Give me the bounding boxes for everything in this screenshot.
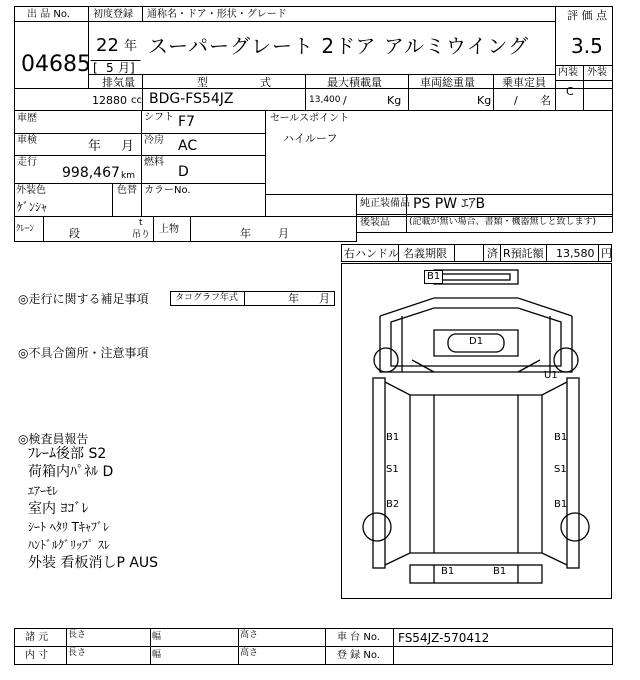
model-label: 型 — [197, 76, 208, 89]
tacho-label: タコグラフ年式 — [175, 293, 239, 303]
height-label: 高さ — [240, 630, 259, 640]
retrofit-note: (記載が無い場合、書類・機器無しと致します) — [409, 217, 597, 227]
slash-1: / — [343, 94, 347, 107]
mileage: 998,467 — [62, 165, 120, 181]
driving-notes-title: ◎走行に関する補足事項 — [18, 292, 149, 306]
name-label: 通称名・ドア・形状・グレード — [147, 9, 287, 20]
upper-label: 上物 — [159, 224, 179, 235]
title-change-label: 名義期限 — [403, 247, 447, 260]
km-unit: km — [121, 171, 135, 181]
defects-title: ◎不具合箇所・注意事項 — [18, 346, 149, 360]
sales-point: ハイルーフ — [283, 132, 338, 145]
yen-unit: 円 — [601, 247, 612, 260]
tacho-month-unit: 月 — [319, 292, 330, 305]
model-code: BDG-FS54JZ — [149, 91, 234, 107]
color-no-label: カラーNo. — [144, 185, 191, 196]
model-label-2: 式 — [260, 76, 271, 89]
displacement-label: 排気量 — [102, 76, 135, 89]
damage-mark: U1 — [544, 370, 558, 381]
capacity-label: 乗車定員 — [502, 76, 546, 89]
recycle-label: R預託額 — [503, 247, 544, 260]
recycle-amount: 13,580 — [556, 247, 595, 260]
displacement: 12880 — [92, 94, 127, 107]
report-line: ｴｱｰﾓﾚ — [28, 484, 59, 498]
inspection-year-unit: 年 — [88, 139, 102, 154]
kg-unit-2: Kg — [477, 94, 492, 107]
kg-unit-1: Kg — [387, 94, 402, 107]
max-load: 13,400 — [309, 95, 341, 105]
exterior-label: 外装 — [587, 67, 607, 78]
ac-value: AC — [178, 138, 198, 154]
reg-year-unit: 年 — [124, 39, 138, 54]
car-name: スーパーグレート 2ドア アルミウイング — [148, 34, 530, 58]
damage-mark: B1 — [554, 499, 568, 510]
damage-mark: B1 — [554, 432, 568, 443]
chassis-number: FS54JZ-570412 — [398, 631, 490, 645]
damage-mark: D1 — [469, 336, 484, 347]
overall-score: 3.5 — [571, 34, 603, 58]
retrofit-label: 後装品 — [360, 217, 390, 228]
shift-label: シフト — [144, 112, 174, 123]
reg-month-unit: 月] — [118, 61, 135, 75]
damage-mark: B2 — [386, 499, 400, 510]
inspector-report-title: ◎検査員報告 — [18, 432, 89, 446]
equipment: PS PW ｴｱB — [413, 196, 486, 212]
fuel-label: 燃料 — [144, 157, 164, 168]
reg-year: 22 — [96, 35, 119, 56]
width-label: 幅 — [152, 632, 162, 642]
damage-mark: B1 — [441, 566, 455, 577]
chassis-label: 車 台 No. — [337, 632, 380, 643]
report-line: ﾊﾝﾄﾞﾙｸﾞﾘｯﾌﾟ ｽﾚ — [28, 538, 110, 552]
recycle-done: 済 — [487, 247, 498, 260]
sales-point-label: セールスポイント — [270, 113, 350, 124]
first-reg-label: 初度登録 — [93, 9, 133, 20]
lot-label: 出 品 No. — [27, 9, 70, 20]
gross-weight-label: 車両総重量 — [420, 76, 475, 89]
damage-mark: B1 — [386, 432, 400, 443]
spec-row-label: 諸 元 — [25, 632, 49, 643]
interior-label: 内装 — [558, 67, 578, 78]
rhd-flag: 右ハンドル — [344, 247, 399, 260]
width-label: 幅 — [152, 650, 162, 660]
crane-t-unit: t — [139, 218, 143, 228]
score-label: 評 価 点 — [567, 9, 607, 22]
length-label: 長さ — [68, 630, 87, 640]
cc-unit: cc — [131, 95, 142, 106]
truck-diagram — [363, 270, 589, 583]
history-label: 車歴 — [17, 113, 37, 124]
upper-month-unit: 月 — [278, 227, 289, 240]
reg-month-open: [ — [93, 61, 98, 75]
mileage-label: 走行 — [17, 157, 37, 168]
equipment-label: 純正装備品 — [360, 198, 410, 209]
tacho-year-unit: 年 — [288, 292, 299, 305]
registration-label: 登 録 No. — [337, 650, 380, 661]
fuel-value: D — [178, 164, 189, 180]
report-line: ﾌﾚｰﾑ後部 S2 — [28, 446, 107, 462]
interior-grade: C — [566, 85, 574, 98]
report-line: 室内 ﾖｺﾞﾚ — [28, 501, 89, 517]
inspection-label: 車検 — [17, 135, 37, 146]
report-line: 荷箱内ﾊﾟﾈﾙ D — [28, 464, 114, 480]
capacity-unit: 名 — [540, 94, 551, 107]
damage-mark: B1 — [493, 566, 507, 577]
ext-color: ｹﾞﾝｼｬ — [17, 200, 48, 214]
shift-value: F7 — [178, 114, 195, 130]
upper-year-unit: 年 — [240, 227, 251, 240]
ac-label: 冷房 — [144, 135, 164, 146]
crane-label: ｸﾚｰﾝ — [16, 224, 35, 234]
report-line: ｼｰﾄ ﾍﾀﾘ Tｷｬﾌﾞﾚ — [28, 520, 109, 534]
report-line: 外装 看板消しP AUS — [28, 555, 159, 571]
damage-mark: S1 — [386, 464, 399, 475]
lot-number: 04685 — [21, 52, 91, 77]
inner-size-row-label: 内 寸 — [25, 650, 49, 661]
ext-color-label: 外装色 — [16, 185, 46, 196]
damage-mark: S1 — [554, 464, 567, 475]
crane-lift-unit: 吊り — [132, 230, 151, 240]
crane-stage-unit: 段 — [69, 227, 80, 240]
height-label: 高さ — [240, 648, 259, 658]
slash-2: / — [514, 94, 518, 107]
length-label: 長さ — [68, 648, 87, 658]
max-load-label: 最大積載量 — [327, 76, 382, 89]
reg-month: 5 — [106, 61, 114, 75]
color-change-label: 色替 — [117, 185, 137, 196]
inspection-month-unit: 月 — [121, 139, 135, 154]
damage-mark: B1 — [424, 270, 443, 284]
